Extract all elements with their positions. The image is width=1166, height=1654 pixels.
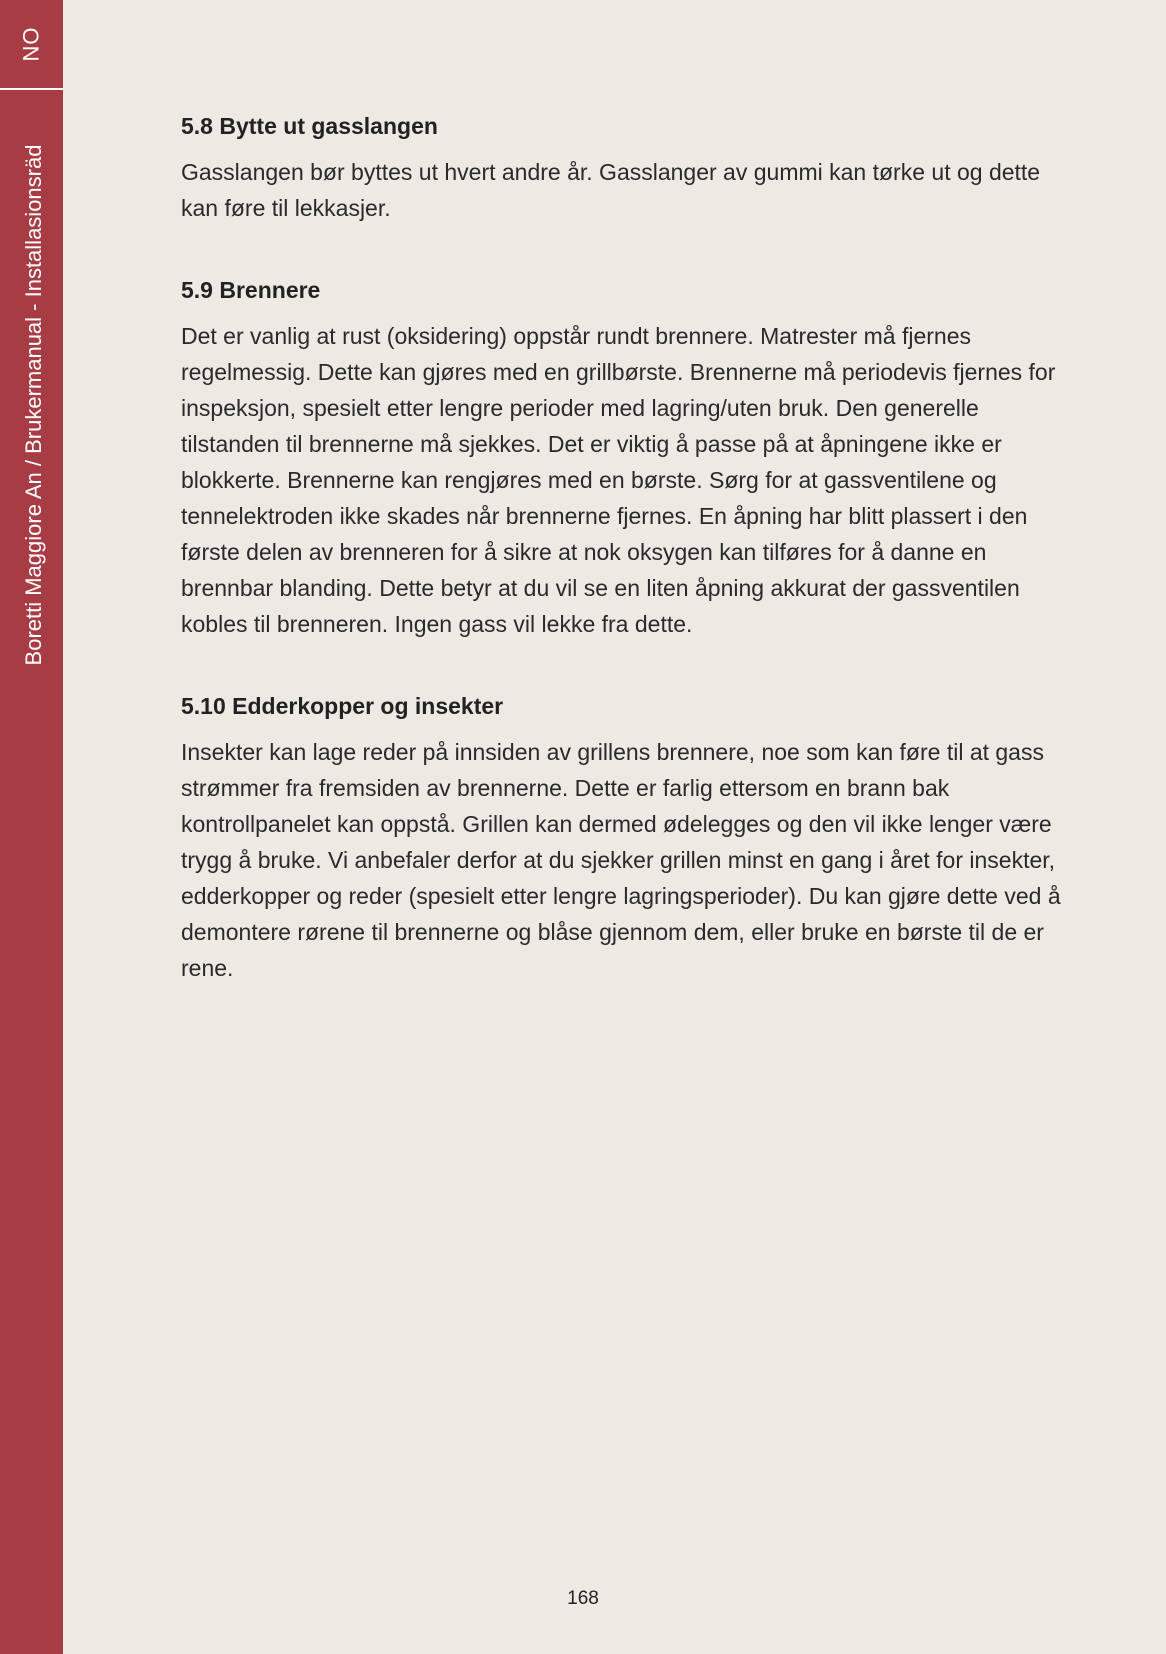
sidebar-divider: [0, 88, 63, 90]
section-burners: [181, 272, 1061, 642]
language-code: NO: [18, 26, 44, 62]
language-code-tab: [0, 0, 63, 88]
section-heading: 5.8 Bytte ut gasslangen: [181, 113, 438, 139]
page-number: 168: [567, 1588, 599, 1609]
document-title: Boretti Maggiore An / Brukermanual - Installasionsräd: [21, 144, 46, 666]
section-gas-hose: [181, 108, 1061, 226]
section-heading: 5.9 Brennere: [181, 277, 321, 303]
section-heading: 5.10 Edderkopper og insekter: [181, 693, 504, 719]
section-spiders-insects: [181, 688, 1061, 986]
section-body: Gasslangen bør byttes ut hvert andre år. Gasslanger av gummi kan tørke ut og dette kan føre til lekkasjer.: [181, 159, 1041, 221]
section-body: Det er vanlig at rust (oksidering) oppstår rundt brennere. Matrester må fjernes regelmessig. Dette kan gjøres med en grillbørste. Brennerne må periodevis fjernes for inspeksjon, spesielt etter lengre perioder med lagring/uten bruk. Den generelle tilstanden til brennerne må sjekkes. Det er viktig å passe på at åpningene ikke er blokkerte. Brennerne kan rengjøres med en børste. Sørg for at gassventilene og tennelektroden ikke skades når brennerne fjernes. En åpning har blitt plassert i den første delen av brenneren for å sikre at nok oksygen kan tilføres for å danne en brennbar blanding. Dette betyr at du vil se en liten åpning akkurat der gassventilen kobles til brenneren. Ingen gass vil lekke fra dette.: [181, 323, 1056, 637]
main-content: [181, 108, 1061, 1032]
section-body: Insekter kan lage reder på innsiden av grillens brennere, noe som kan føre til at gass strømmer fra fremsiden av brennerne. Dette er farlig ettersom en brann bak kontrollpanelet kan oppstå. Grillen kan dermed ødelegges og den vil ikke lenger være trygg å bruke. Vi anbefaler derfor at du sjekker grillen minst en gang i året for insekter, edderkopper og reder (spesielt etter lengre lagringsperioder). Du kan gjøre dette ved å demontere rørene til brennerne og blåse gjennom dem, eller bruke en børste til de er rene.: [181, 739, 1061, 981]
sidebar: [0, 0, 63, 1654]
